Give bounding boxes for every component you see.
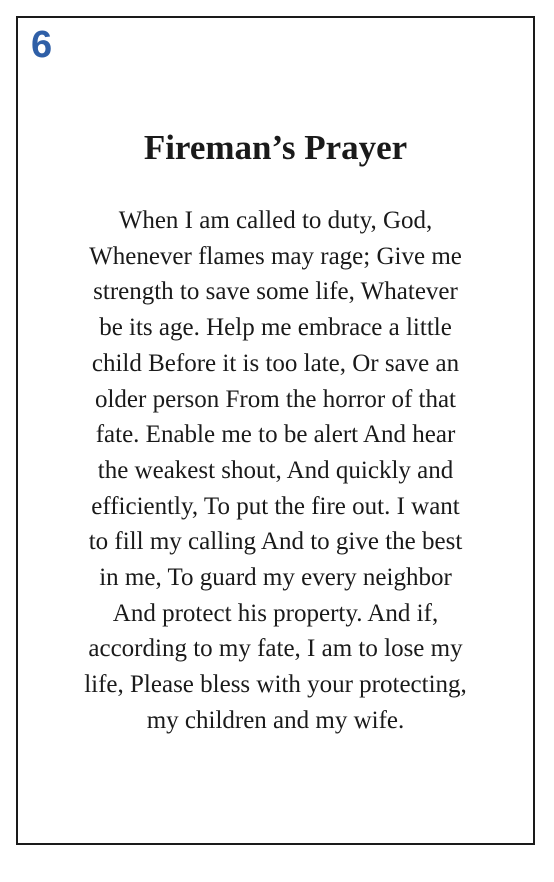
prayer-line: And protect his property. And if, <box>112 599 439 627</box>
prayer-line: to fill my calling And to give the best <box>88 528 463 556</box>
prayer-line: Whenever flames may rage; Give me <box>89 242 462 270</box>
prayer-line: in me, To guard my every neighbor <box>99 564 452 592</box>
prayer-line: life, Please bless with your protecting, <box>84 671 467 699</box>
prayer-line: older person From the horror of that <box>94 385 457 413</box>
prayer-title: Fireman’s Prayer <box>143 128 408 167</box>
prayer-body <box>18 203 533 739</box>
prayer-line: child Before it is too late, Or save an <box>91 349 460 377</box>
prayer-line: be its age. Help me embrace a little <box>99 314 452 342</box>
prayer-line: efficiently, To put the fire out. I want <box>91 492 460 520</box>
prayer-line: my children and my wife. <box>146 706 405 734</box>
prayer-card <box>16 16 535 845</box>
prayer-line: according to my fate, I am to lose my <box>88 635 463 663</box>
prayer-line: the weakest shout, And quickly and <box>97 456 454 484</box>
prayer-line: strength to save some life, Whatever <box>93 278 458 306</box>
prayer-line: fate. Enable me to be alert And hear <box>95 421 456 449</box>
page-number: 6 <box>31 24 53 66</box>
prayer-line: When I am called to duty, God, <box>118 207 433 234</box>
